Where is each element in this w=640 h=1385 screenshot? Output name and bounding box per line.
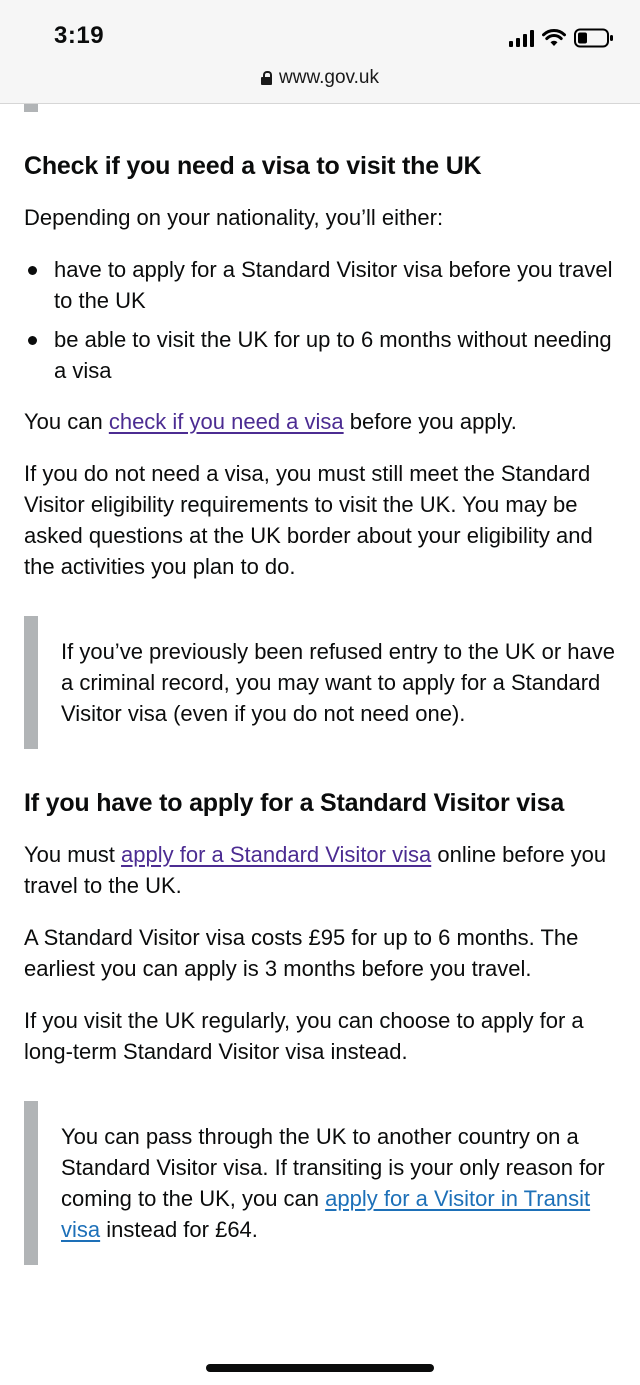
wifi-icon [542,29,566,47]
address-bar[interactable] [0,67,640,91]
check-visa-link[interactable]: check if you need a visa [108,409,344,434]
text: You can pass through the UK to another country on a Standard Visitor visa. If transiting is your only reason for coming to the UK, you can [61,1124,605,1211]
home-indicator[interactable] [206,1364,434,1372]
battery-icon [574,28,614,48]
list-item-text: have to apply for a Standard Visitor visa before you travel to the UK [54,257,613,313]
inset-text-refused-entry [24,616,620,749]
list-item [24,324,620,386]
heading-apply-standard-visitor: If you have to apply for a Standard Visitor visa [24,789,565,817]
text: instead for £64. [100,1217,258,1242]
inset-paragraph [61,1121,620,1245]
text: You can [24,409,109,434]
nationality-options-list [24,254,620,386]
inset-text-transit [24,1101,620,1265]
text: You must [24,842,122,867]
text: before you apply. [343,409,517,434]
lock-icon [261,71,272,85]
url-text: www.gov.uk [279,67,379,88]
apply-standard-visitor-link[interactable]: apply for a Standard Visitor visa [121,842,432,867]
apply-visitor-in-transit-link[interactable]: apply for a Visitor in Transit visa [61,1186,591,1242]
bullet-icon [28,266,37,275]
list-item [24,254,620,316]
eligibility-paragraph: If you do not need a visa, you must still meet the Standard Visitor eligibility requirements to visit the UK. You may be asked questions at the UK border about your eligibility and the activities you plan to do. [24,461,593,579]
intro-text: Depending on your nationality, you’ll either: [24,205,444,230]
text: online before you travel to the UK. [24,842,607,898]
cellular-signal-icon [509,30,534,47]
cost-paragraph: A Standard Visitor visa costs £95 for up to 6 months. The earliest you can apply is 3 months before you travel. [24,925,579,981]
heading-check-visa: Check if you need a visa to visit the UK [24,152,482,180]
list-item-text: be able to visit the UK for up to 6 months without needing a visa [54,327,612,383]
inset-border-fragment [24,104,38,112]
status-icons [509,26,614,50]
check-visa-paragraph [24,406,620,437]
status-time: 3:19 [54,22,105,49]
regular-visit-paragraph: If you visit the UK regularly, you can choose to apply for a long-term Standard Visitor visa instead. [24,1008,584,1064]
browser-top-bar [0,0,640,104]
main-content [24,150,620,1303]
bullet-icon [28,336,37,345]
inset-paragraph: If you’ve previously been refused entry to the UK or have a criminal record, you may want to apply for a Standard Visitor visa (even if you do not need one). [61,639,615,726]
must-apply-paragraph [24,839,620,901]
